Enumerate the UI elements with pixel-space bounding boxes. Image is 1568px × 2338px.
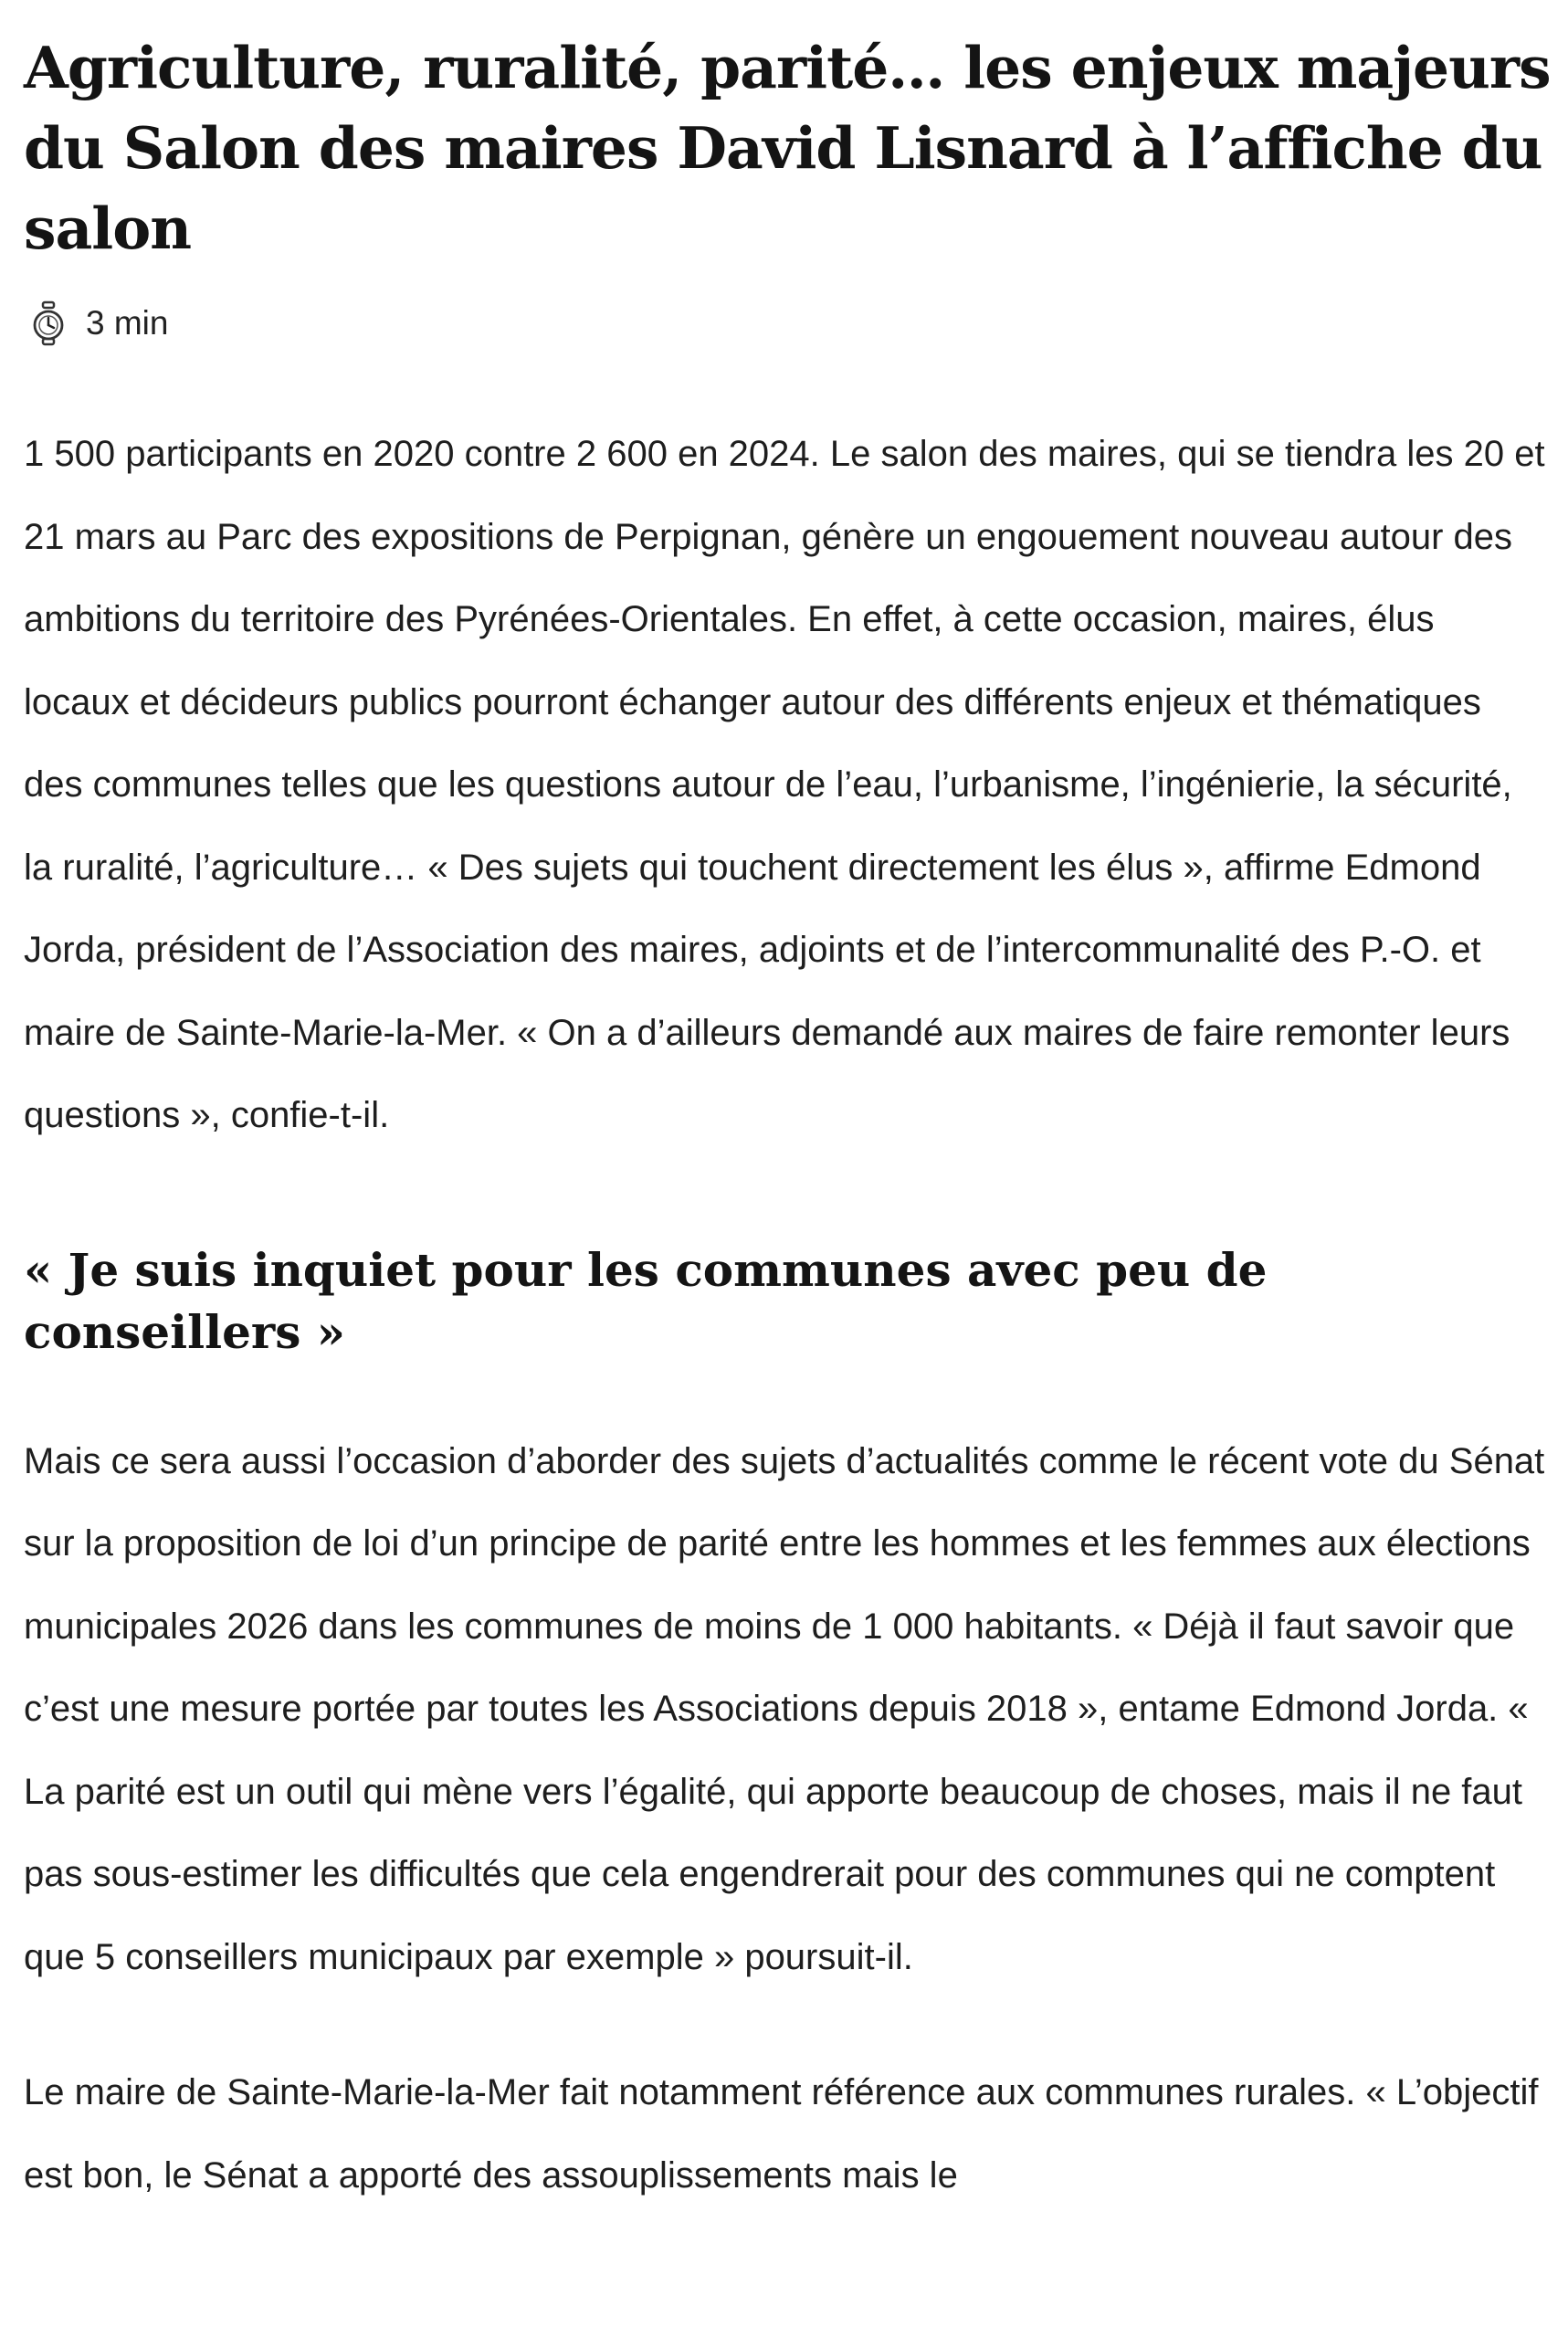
section-subheading: « Je suis inquiet pour les communes avec peu de conseillers »: [24, 1242, 1268, 1359]
stopwatch-icon: [31, 300, 66, 346]
reading-time-label: 3 min: [86, 304, 169, 342]
reading-time: [31, 296, 1542, 351]
article-headline: Agriculture, ruralité, parité… les enjeux majeurs du Salon des maires David Lisnard à l’affiche du salon: [24, 34, 1551, 262]
article-paragraph: Mais ce sera aussi l’occasion d’aborder des sujets d’actualités comme le récent vote du Sénat sur la proposition de loi d’un principe de parité entre les hommes et les femmes aux élections municipales 2026 dans les communes de moins de 1 000 habitants. « Déjà il faut savoir que c’est une mesure portée par toutes les Associations depuis 2018 », entame Edmond Jorda. « La parité est un outil qui mène vers l’égalité, qui apporte beaucoup de choses, mais il ne faut pas sous-estimer les difficultés que cela engendrerait pour des communes qui ne comptent que 5 conseillers municipaux par exemple » poursuit-il.: [24, 1440, 1545, 1977]
article-paragraph: Le maire de Sainte-Marie-la-Mer fait notamment référence aux communes rurales. « L’objectif est bon, le Sénat a apporté des assouplissements mais le: [24, 2072, 1539, 2196]
article-paragraph: 1 500 participants en 2020 contre 2 600 en 2024. Le salon des maires, qui se tiendra les 20 et 21 mars au Parc des expositions de Perpignan, génère un engouement nouveau autour des ambitions du territoire des Pyrénées-Orientales. En effet, à cette occasion, maires, élus locaux et décideurs publics pourront échanger autour des différents enjeux et thématiques des communes telles que les questions autour de l’eau, l’urbanisme, l’ingénierie, la sécurité, la ruralité, l’agriculture… « Des sujets qui touchent directement les élus », affirme Edmond Jorda, président de l’Association des maires, adjoints et de l’intercommunalité des P.-O. et maire de Sainte-Marie-la-Mer. « On a d’ailleurs demandé aux maires de faire remonter leurs questions », confie-t-il.: [24, 434, 1545, 1135]
